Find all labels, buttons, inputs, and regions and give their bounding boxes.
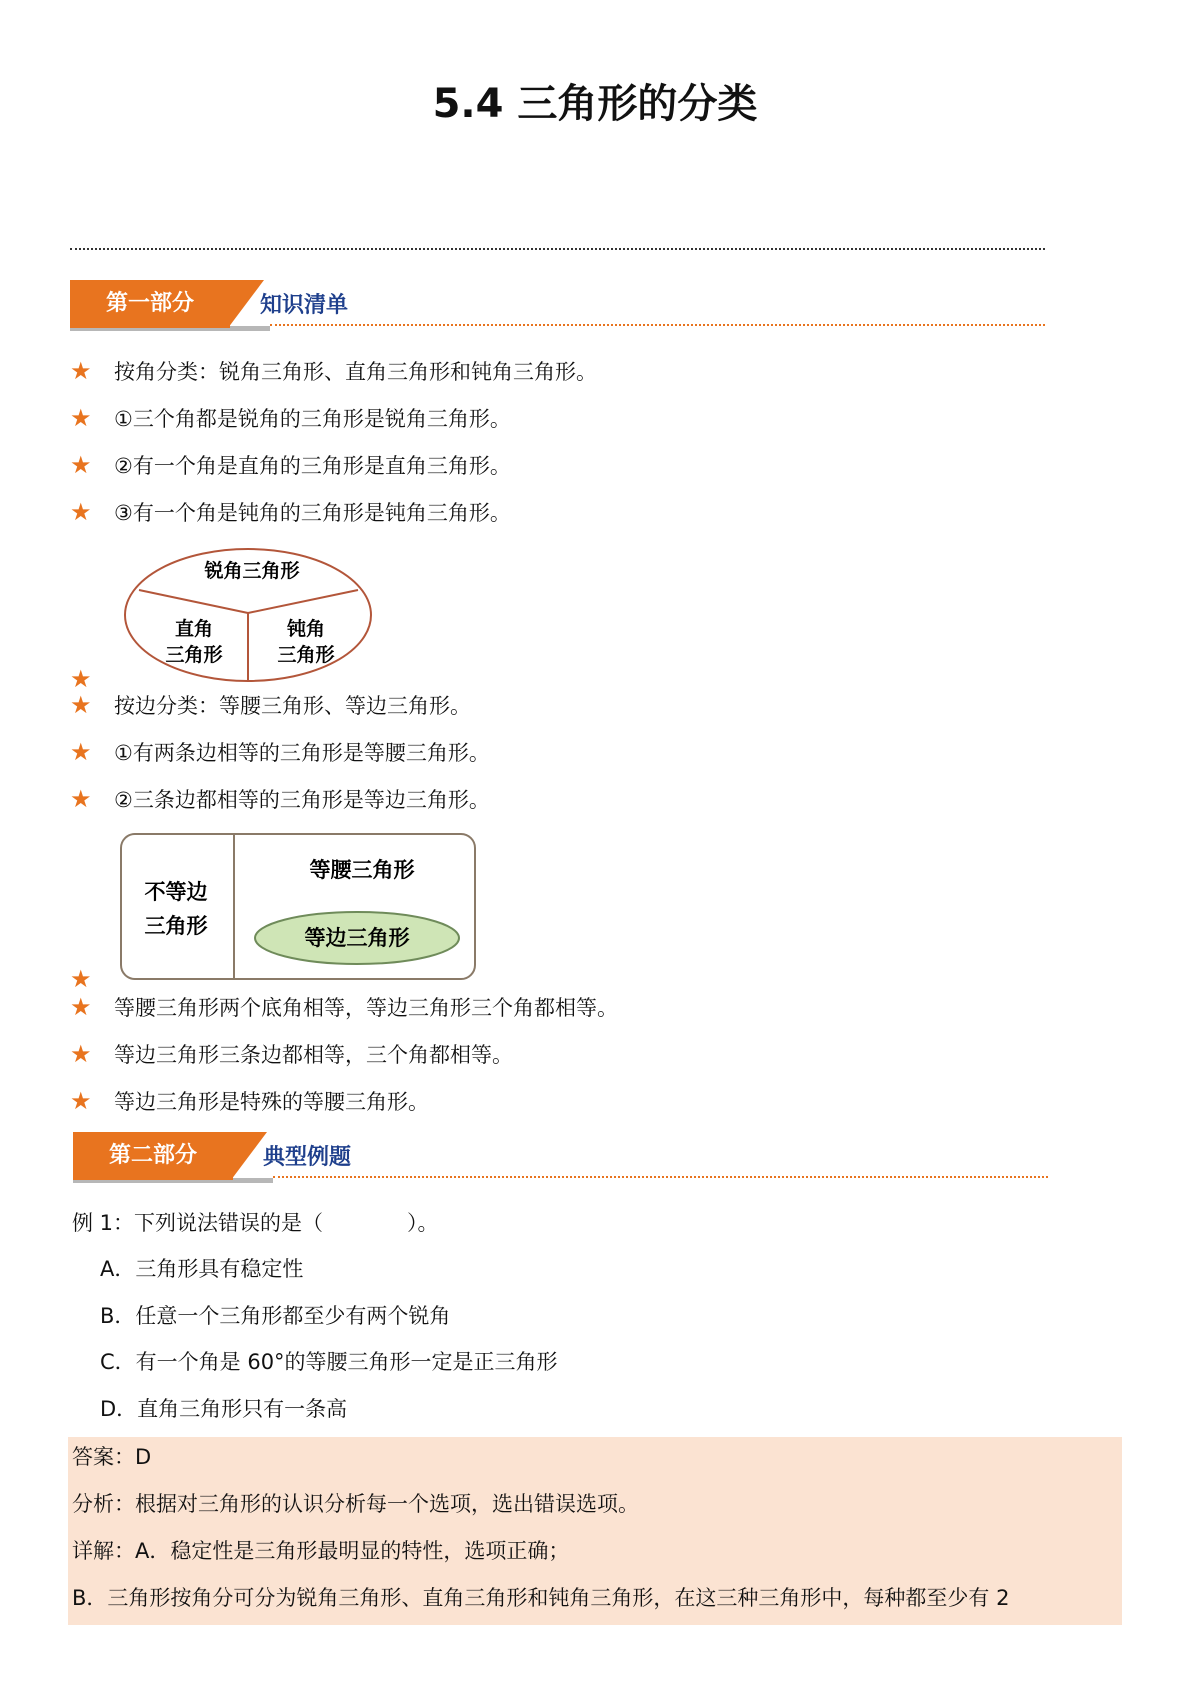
star-icon: ★ [70,404,92,432]
scalene-label-line1: 不等边 [144,879,208,904]
star-icon: ★ [70,738,92,766]
option-c: C．有一个角是 60°的等腰三角形一定是正三角形 [100,1350,558,1374]
page-title: 5.4 三角形的分类 [432,81,758,127]
obtuse-label-line1: 钝角 [286,618,326,640]
section-header-knowledge [70,280,1045,330]
option-d: D．直角三角形只有一条高 [100,1397,348,1421]
detail-text-b: B．三角形按角分可分为锐角三角形、直角三角形和钝角三角形，在这三种三角形中，每种都至少有 2 [72,1586,1010,1610]
knowledge-item: ★ ③有一个角是钝角的三角形是钝角三角形。 [70,498,511,526]
star-icon: ★ [70,965,92,993]
right-label-line2: 三角形 [165,644,223,666]
star-icon: ★ [70,357,92,385]
answer-text: 答案：D [72,1445,152,1469]
acute-label: 锐角三角形 [204,560,300,582]
star-icon: ★ [70,498,92,526]
example-question: 例 1：下列说法错误的是（ ）。 [72,1211,439,1235]
section-heading: 典型例题 [263,1145,352,1170]
title-divider [70,248,1045,250]
scalene-label-line2: 三角形 [144,913,208,938]
knowledge-item: ★ ①三个角都是锐角的三角形是锐角三角形。 [70,404,511,432]
right-label-line1: 直角 [174,618,214,640]
analysis-text: 分析：根据对三角形的认识分析每一个选项，选出错误选项。 [72,1492,639,1516]
star-icon: ★ [70,665,92,693]
star-icon: ★ [70,1087,92,1115]
section-tab: 第二部分 [73,1132,233,1180]
knowledge-item: ★ 按角分类：锐角三角形、直角三角形和钝角三角形。 [70,357,597,385]
knowledge-item: ★ ②有一个角是直角的三角形是直角三角形。 [70,451,511,479]
star-icon: ★ [70,993,92,1021]
knowledge-item: ★ 等腰三角形两个底角相等，等边三角形三个角都相等。 [70,993,618,1021]
knowledge-item: ★ 等边三角形是特殊的等腰三角形。 [70,1087,429,1115]
knowledge-item: ★ ①有两条边相等的三角形是等腰三角形。 [70,738,490,766]
section-tab: 第一部分 [70,280,230,328]
side-classification-diagram [119,832,479,982]
knowledge-item: ★ ②三条边都相等的三角形是等边三角形。 [70,785,490,813]
section-rule [273,1176,1048,1178]
isosceles-label: 等腰三角形 [309,857,415,882]
star-icon: ★ [70,785,92,813]
angle-classification-diagram [122,545,378,685]
star-icon: ★ [70,691,92,719]
obtuse-label-line2: 三角形 [277,644,335,666]
tab-edge [228,280,264,328]
section-heading: 知识清单 [260,293,349,318]
option-b: B．任意一个三角形都至少有两个锐角 [100,1304,451,1328]
detail-text: 详解：A．稳定性是三角形最明显的特性，选项正确； [72,1539,570,1563]
section-header-examples [73,1132,1048,1182]
option-a: A．三角形具有稳定性 [100,1257,304,1281]
tab-edge [231,1132,267,1180]
section-rule [270,324,1045,326]
star-icon: ★ [70,451,92,479]
knowledge-item: ★ 等边三角形三条边都相等，三个角都相等。 [70,1040,513,1068]
equilateral-label: 等边三角形 [304,925,410,950]
star-icon: ★ [70,1040,92,1068]
knowledge-item: ★ 按边分类：等腰三角形、等边三角形。 [70,691,471,719]
